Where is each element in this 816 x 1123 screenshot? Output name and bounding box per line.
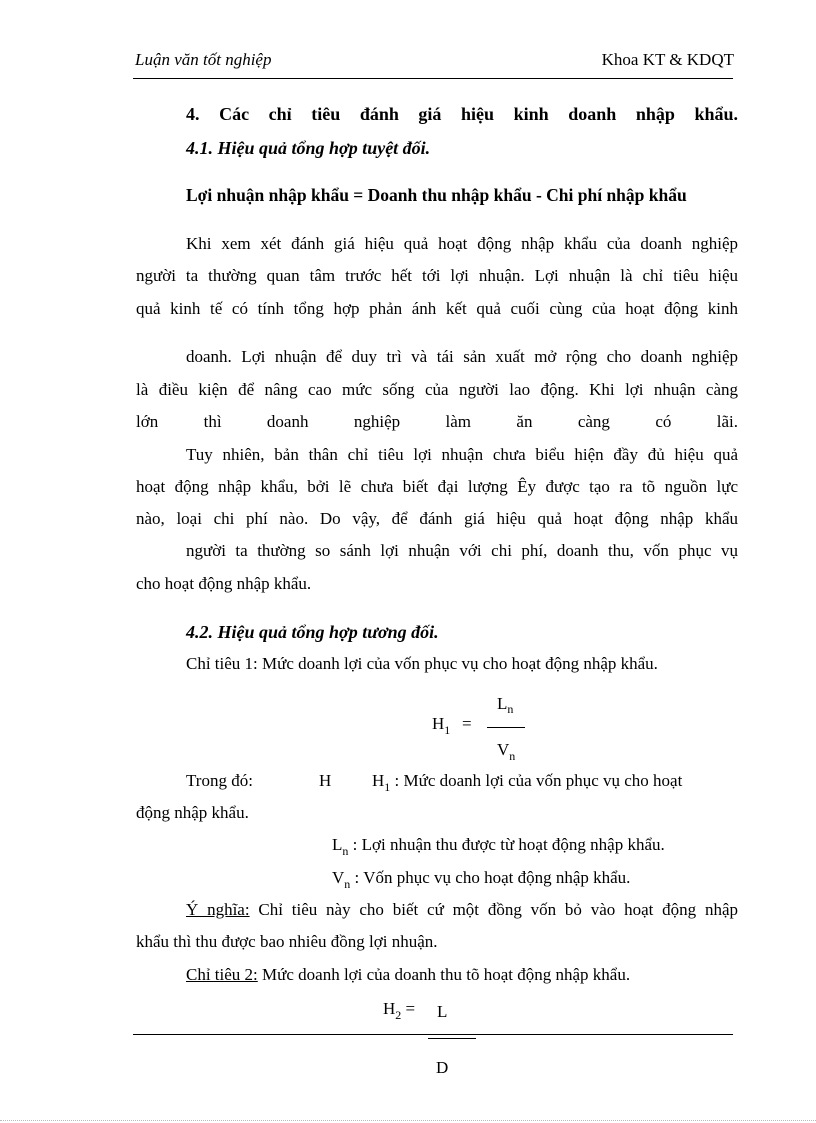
h1-equals: = <box>462 714 472 733</box>
para1-line3: quả kinh tế có tính tổng hợp phản ánh kết quả cuối cùng của hoạt động kinh <box>136 299 738 318</box>
para4-line2: cho hoạt động nhập khẩu. <box>136 574 312 593</box>
h2-numerator: L <box>437 1002 448 1021</box>
page-bottom-edge <box>0 1120 816 1121</box>
para2-line2: là điều kiện để nâng cao mức sống của người lao động. Khi lợi nhuận càng <box>136 380 738 399</box>
h1-numerator: $L_n$ <box>497 694 514 716</box>
header-right: Khoa KT & KDQT <box>601 50 734 69</box>
h1-lhs: $H_1$ <box>432 714 451 737</box>
para3-line2: hoạt động nhập khẩu, bởi lẽ chưa biết đại lượng Êy được tạo ra tõ nguồn lực <box>136 477 738 496</box>
indicator-1: Chỉ tiêu 1: Mức doanh lợi của vốn phục vụ cho hoạt động nhập khẩu. <box>186 654 658 673</box>
header-rule <box>133 78 733 79</box>
para3-line1: Tuy nhiên, bản thân chỉ tiêu lợi nhuận chưa biểu hiện đầy đủ hiệu quả <box>186 445 738 464</box>
header-left: Luận văn tốt nghiệp <box>135 50 272 69</box>
where-ln-line: $L_n$ : Lợi nhuận thu được từ hoạt động nhập khẩu. <box>332 835 665 858</box>
h2-denominator: D <box>436 1058 449 1077</box>
para2-line3: lớn thì doanh nghiệp làm ăn càng có lãi. <box>136 412 738 431</box>
where-h-letter: H <box>319 771 332 790</box>
h2-fraction-bar <box>428 1038 476 1039</box>
para1-line1: Khi xem xét đánh giá hiệu quả hoạt động nhập khẩu của doanh nghiệp <box>186 234 738 253</box>
indicator-2: Chỉ tiêu 2: Mức doanh lợi của doanh thu tõ hoạt động nhập khẩu. <box>186 965 631 984</box>
para4-line1: người ta thường so sánh lợi nhuận với chi phí, doanh thu, vốn phục vụ <box>186 541 738 560</box>
section-4-2-title: 4.2. Hiệu quả tổng hợp tương đối. <box>186 622 439 642</box>
where-h1-line2: động nhập khẩu. <box>136 803 249 822</box>
h1-denominator: $V_n$ <box>497 740 516 763</box>
h1-fraction-bar <box>487 727 525 728</box>
section-4-title: 4. Các chỉ tiêu đánh giá hiệu kinh doanh nhập khẩu. <box>186 104 738 124</box>
meaning-line1: Ý nghĩa: Chỉ tiêu này cho biết cứ một đồng vốn bỏ vào hoạt động nhập <box>186 900 738 919</box>
meaning-line2: khẩu thì thu được bao nhiêu đồng lợi nhuận. <box>136 932 438 951</box>
where-h1-line: $H_1$ : Mức doanh lợi của vốn phục vụ cho hoạt <box>372 771 683 794</box>
profit-formula: Lợi nhuận nhập khẩu = Doanh thu nhập khẩu - Chi phí nhập khẩu <box>186 185 687 205</box>
section-4-1-title: 4.1. Hiệu quả tổng hợp tuyệt đối. <box>186 138 431 158</box>
h2-lhs: $H_2$ = <box>383 999 416 1022</box>
where-label: Trong đó: <box>186 771 253 790</box>
para3-line3: nào, loại chi phí nào. Do vậy, để đánh giá hiệu quả hoạt động nhập khẩu <box>136 509 738 528</box>
where-vn-line: $V_n$ : Vốn phục vụ cho hoạt động nhập khẩu. <box>332 868 631 891</box>
para1-line2: người ta thường quan tâm trước hết tới lợi nhuận. Lợi nhuận là chỉ tiêu hiệu <box>136 266 738 285</box>
para2-line1: doanh. Lợi nhuận để duy trì và tái sản xuất mở rộng cho doanh nghiệp <box>186 347 738 366</box>
footer-rule <box>133 1034 733 1035</box>
